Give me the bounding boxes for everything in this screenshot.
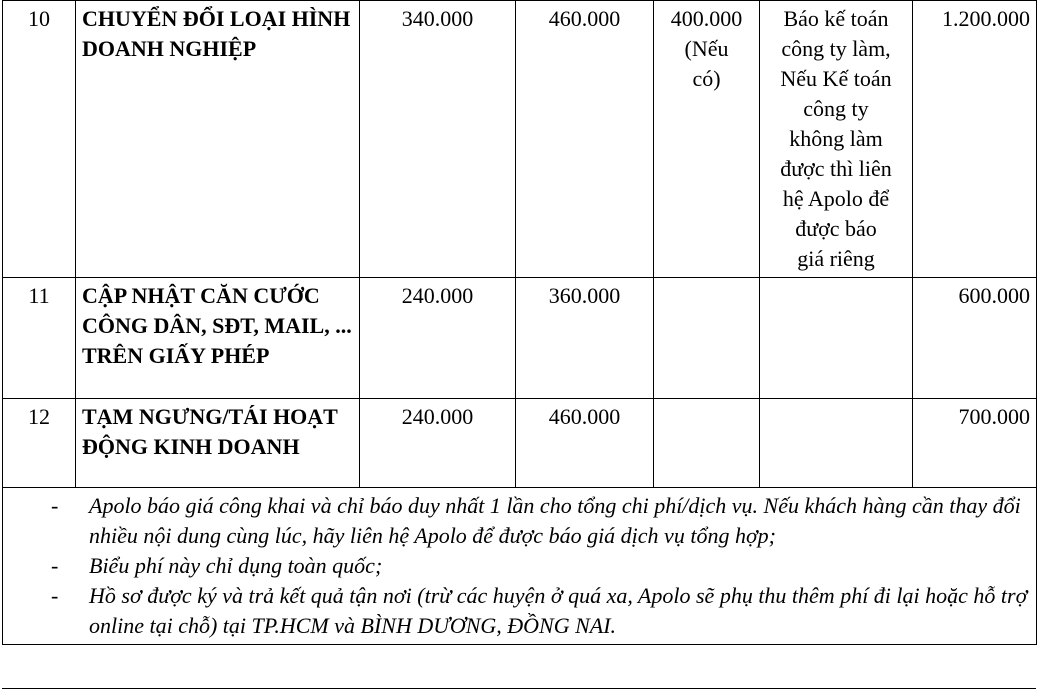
row-number: 10 [3,1,76,278]
bullet-dash: - [51,493,59,518]
fee-cell: 240.000 [360,399,516,488]
note-line: được báo [795,216,877,241]
bullet-dash: - [51,553,59,578]
note-text: Hồ sơ được ký và trả kết quả tận nơi (trừ các huyện ở quá xa, Apolo sẽ phụ thu thêm phí đi lại hoặc hỗ trợ online tại chỗ) tại TP.HCM và BÌNH DƯƠNG, ĐỒNG NAI. [89,583,1028,638]
bullet-dash: - [51,583,59,608]
fee-cell: 460.000 [516,399,654,488]
note-cell [760,1,913,278]
total-cell: 1.200.000 [913,1,1037,278]
fee-cell [654,1,760,278]
empty-cell [654,278,760,399]
row-number: 11 [3,278,76,399]
total-cell: 700.000 [913,399,1037,488]
fee-line: 400.000 [670,6,743,31]
notes-row [3,488,1037,645]
service-name: TẠM NGƯNG/TÁI HOẠT ĐỘNG KINH DOANH [76,399,360,488]
fee-cell: 460.000 [516,1,654,278]
fee-cell: 240.000 [360,278,516,399]
row-number: 12 [3,399,76,488]
fee-cell: 340.000 [360,1,516,278]
note-line: công ty [803,96,869,121]
note-line: hệ Apolo để [782,186,890,211]
table-row [3,1,1037,278]
service-name: CHUYỂN ĐỔI LOẠI HÌNH DOANH NGHIỆP [76,1,360,278]
note-line: giá riêng [797,246,875,271]
fee-line: (Nếu [684,36,729,61]
next-table-border [2,688,1036,689]
note-item [9,581,1030,641]
table-row [3,399,1037,488]
note-text: Biểu phí này chỉ dụng toàn quốc; [89,553,383,578]
notes-cell [3,488,1037,645]
fee-table [2,0,1037,645]
note-line: được thì liên [780,156,892,181]
fee-cell: 360.000 [516,278,654,399]
note-item [9,551,1030,581]
note-line: công ty làm, [781,36,891,61]
note-line: không làm [789,126,883,151]
empty-cell [654,399,760,488]
table-row [3,278,1037,399]
note-text: Apolo báo giá công khai và chỉ báo duy nhất 1 lần cho tổng chi phí/dịch vụ. Nếu khách hàng cần thay đổi nhiều nội dung cùng lúc, hãy liên hệ Apolo để được báo giá dịch vụ tổng hợp; [89,493,1021,548]
service-name: CẬP NHẬT CĂN CƯỚC CÔNG DÂN, SĐT, MAIL, ... TRÊN GIẤY PHÉP [76,278,360,399]
fee-line: có) [692,66,721,91]
note-line: Nếu Kế toán [780,66,892,91]
note-item [9,491,1030,551]
notes-list [9,491,1030,641]
empty-cell [760,278,913,399]
total-cell: 600.000 [913,278,1037,399]
note-line: Báo kế toán [783,6,889,31]
empty-cell [760,399,913,488]
